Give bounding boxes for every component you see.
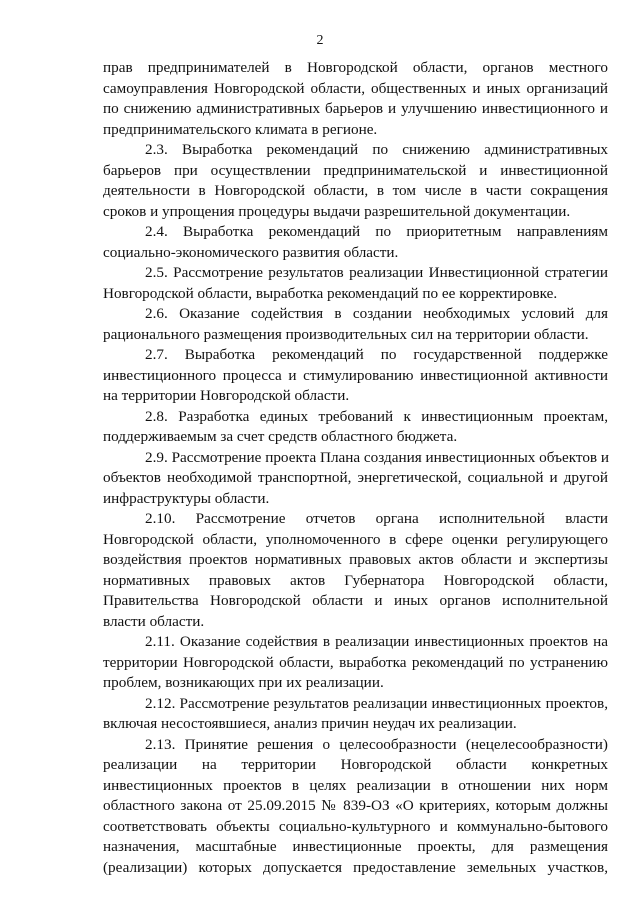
text-line: территории Новгородской области, выработка рекомендаций по устранению — [103, 653, 608, 671]
text-line: реализации на территории Новгородской области конкретных — [103, 756, 608, 773]
text-line: барьеров при осуществлении предпринимательской и инвестиционной — [103, 161, 608, 179]
paragraph-cont — [103, 58, 608, 140]
text-line: 2.3. Выработка рекомендаций по снижению административных — [145, 141, 608, 158]
text-line: инвестиционного процесса и стимулированию инвестиционной активности — [103, 366, 608, 384]
paragraph-2-11 — [103, 632, 608, 694]
text-line: на территории Новгородской области. — [103, 387, 350, 404]
paragraph-2-12 — [103, 694, 608, 735]
text-line: областного закона от 25.09.2015 № 839-ОЗ «О критериях, которым должны — [103, 797, 608, 814]
text-line: 2.11. Оказание содействия в реализации инвестиционных проектов на — [145, 633, 608, 650]
text-line: проблем, возникающих при их реализации. — [103, 674, 384, 691]
text-line: сроков и упрощения процедуры выдачи разрешительной документации. — [103, 202, 571, 220]
text-line: воздействия проектов нормативных правовых актов области и экспертизы — [103, 551, 608, 568]
text-line: объектов необходимой транспортной, энергетической, социальной и другой — [103, 469, 608, 486]
document-body — [103, 58, 608, 878]
text-line: деятельности в Новгородской области, в том числе в части сокращения — [103, 182, 608, 199]
text-line: нормативных правовых актов Губернатора Новгородской области, — [103, 571, 608, 589]
text-line: Правительства Новгородской области и иных органов исполнительной — [103, 592, 608, 609]
text-line: соответствовать объекты социально-культурного и коммунально-бытового — [103, 817, 608, 835]
text-line: Новгородской области, уполномоченного в сфере оценки регулирующего — [103, 530, 608, 548]
text-line: власти области. — [103, 612, 205, 630]
text-line: 2.13. Принятие решения о целесообразности (нецелесообразности) — [145, 735, 608, 753]
paragraph-2-3 — [103, 140, 608, 222]
text-line: 2.4. Выработка рекомендаций по приоритетным направлениям — [145, 223, 608, 240]
text-line: инфраструктуры области. — [103, 489, 270, 507]
text-line: 2.8. Разработка единых требований к инвестиционным проектам, — [145, 407, 608, 425]
text-line: 2.12. Рассмотрение результатов реализации инвестиционных проектов, — [145, 694, 608, 712]
text-line: 2.7. Выработка рекомендаций по государственной поддержке — [145, 346, 608, 363]
paragraph-2-5 — [103, 263, 608, 304]
paragraph-2-9 — [103, 448, 608, 510]
paragraph-2-10 — [103, 509, 608, 632]
text-line: рационального размещения производительных сил на территории области. — [103, 325, 589, 343]
paragraph-2-8 — [103, 407, 608, 448]
page-number: 2 — [316, 33, 324, 48]
text-line: самоуправления Новгородской области, общественных и иных организаций — [103, 79, 608, 97]
paragraph-2-4 — [103, 222, 608, 263]
text-line: Новгородской области, выработка рекомендаций по ее корректировке. — [103, 284, 558, 302]
text-line: (реализации) которых допускается предоставление земельных участков, — [103, 858, 608, 876]
text-line: 2.6. Оказание содействия в создании необходимых условий для — [145, 305, 608, 322]
paragraph-2-7 — [103, 345, 608, 407]
text-line: 2.5. Рассмотрение результатов реализации Инвестиционной стратегии — [145, 264, 608, 281]
text-line: прав предпринимателей в Новгородской области, органов местного — [103, 59, 608, 76]
paragraph-2-6 — [103, 304, 608, 345]
text-line: 2.10. Рассмотрение отчетов органа исполнительной власти — [145, 510, 608, 527]
text-line: по снижению административных барьеров и улучшению инвестиционного и — [103, 100, 608, 117]
text-line: социально-экономического развития области. — [103, 243, 399, 261]
text-line: поддерживаемым за счет средств областного бюджета. — [103, 428, 458, 445]
text-line: 2.9. Рассмотрение проекта Плана создания инвестиционных объектов и — [145, 448, 610, 466]
text-line: включая несостоявшиеся, анализ причин неудач их реализации. — [103, 715, 517, 732]
text-line: предпринимательского климата в регионе. — [103, 120, 378, 138]
text-line: назначения, масштабные инвестиционные проекты, для размещения — [103, 838, 608, 855]
paragraph-2-13 — [103, 735, 608, 879]
text-line: инвестиционных проектов в целях реализации в отношении них норм — [103, 776, 608, 794]
